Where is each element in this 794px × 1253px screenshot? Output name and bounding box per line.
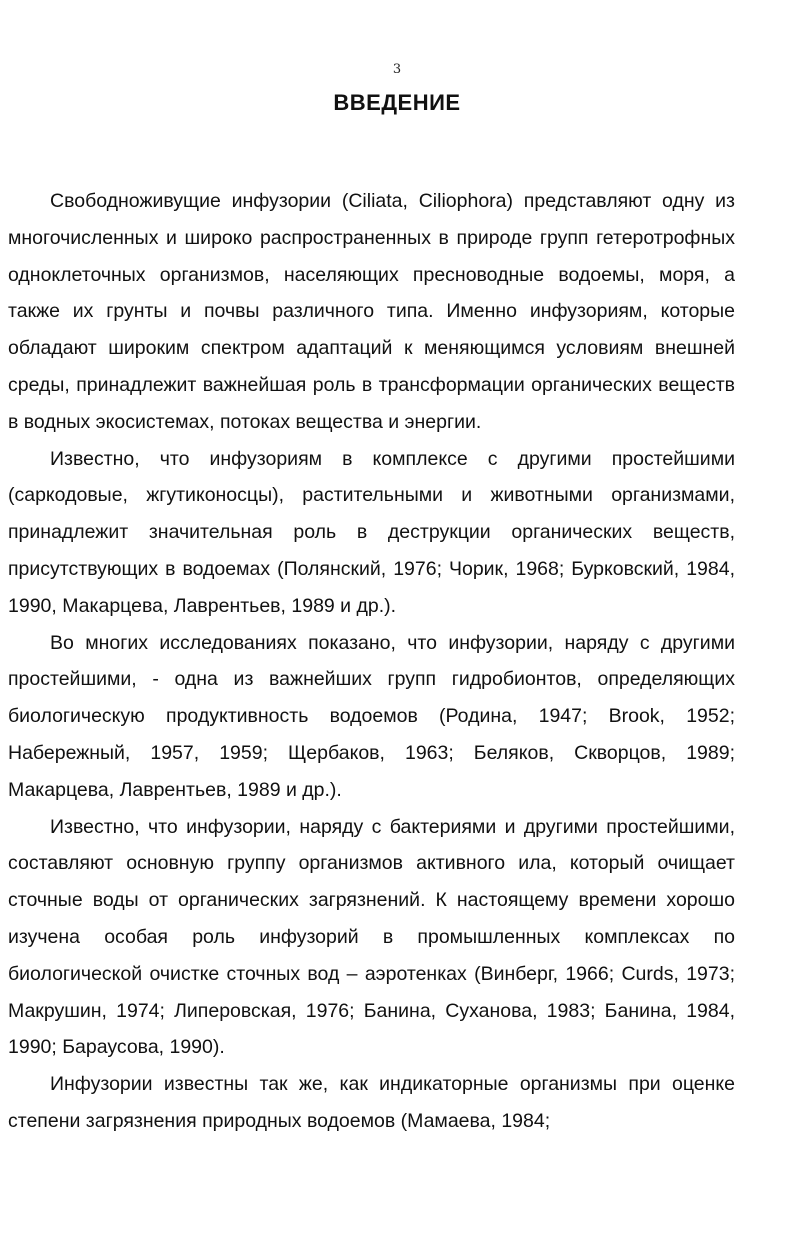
paragraph-1: Свободноживущие инфузории (Ciliata, Ciliophora) представляют одну из многочисленных и широко распространенных в природе групп гетеротрофных одноклеточных организмов, населяющих пресноводные водоемы, моря, а также их грунты и почвы различного типа. Именно инфузориям, которые обладают широким спектром адаптаций к меняющимся условиям внешней среды, принадлежит важнейшая роль в трансформации органических веществ в водных экосистемах, потоках вещества и энергии.	[8, 190, 735, 433]
page-title: ВВЕДЕНИЕ	[333, 90, 461, 115]
paragraph-5: Инфузории известны так же, как индикаторные организмы при оценке степени загрязнения природных водоемов (Мамаева, 1984;	[8, 1073, 735, 1132]
paragraph-2: Известно, что инфузориям в комплексе с другими простейшими (саркодовые, жгутиконосцы), растительными и животными организмами, принадлежит значительная роль в деструкции органических веществ, присутствующих в водоемах (Полянский, 1976; Чорик, 1968; Бурковский, 1984, 1990, Макарцева, Лаврентьев, 1989 и др.).	[8, 447, 735, 617]
paragraph-4: Известно, что инфузории, наряду с бактериями и другими простейшими, составляют основную группу организмов активного ила, который очищает сточные воды от органических загрязнений. К настоящему времени хорошо изучена особая роль инфузорий в промышленных комплексах по биологической очистке сточных вод – аэротенках (Винберг, 1966; Curds, 1973; Макрушин, 1974; Липеровская, 1976; Банина, Суханова, 1983; Банина, 1984, 1990; Бараусова, 1990).	[8, 815, 735, 1059]
body-text	[8, 183, 735, 1140]
paragraph-3: Во многих исследованиях показано, что инфузории, наряду с другими простейшими, - одна из важнейших групп гидробионтов, определяющих биологическую продуктивность водоемов (Родина, 1947; Brook, 1952; Набережный, 1957, 1959; Щербаков, 1963; Беляков, Скворцов, 1989; Макарцева, Лаврентьев, 1989 и др.).	[8, 631, 735, 801]
page-number: 3	[392, 62, 402, 77]
